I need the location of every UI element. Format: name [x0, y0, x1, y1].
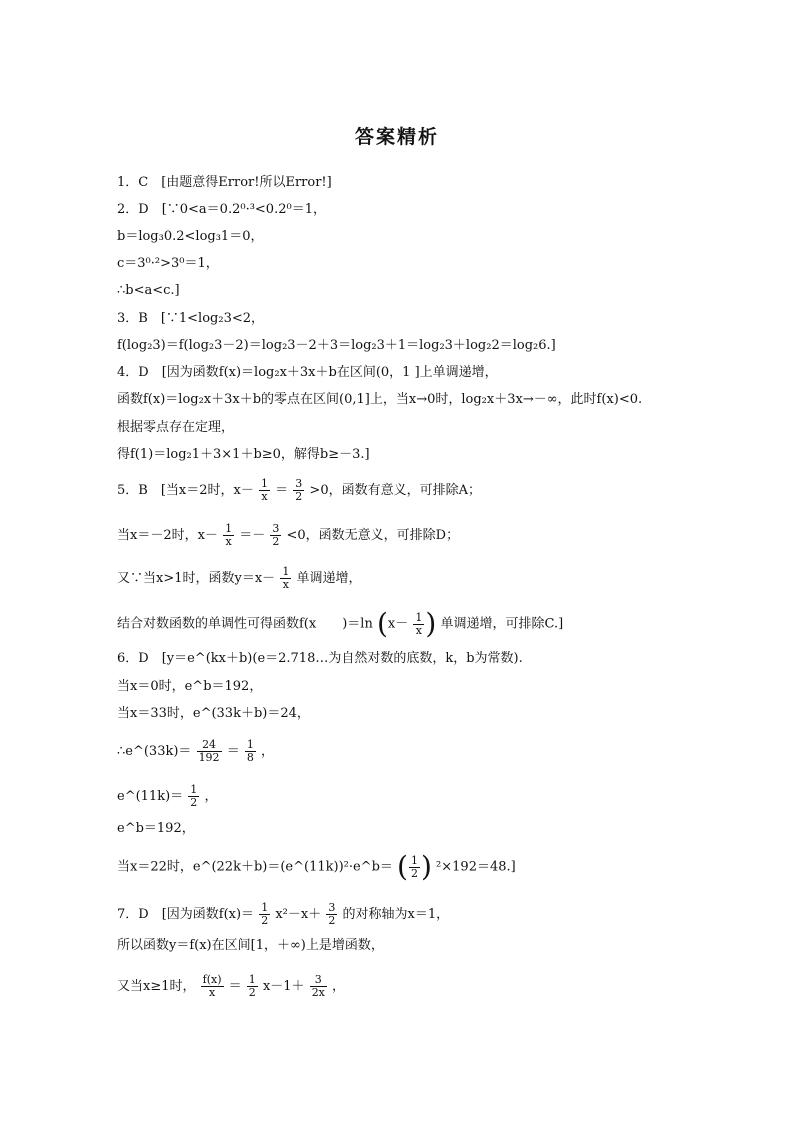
text-segment: ＝	[275, 483, 289, 498]
answer-line: e^b＝192，	[117, 821, 195, 836]
fraction	[247, 974, 258, 999]
left-paren-icon: (	[397, 850, 408, 883]
denominator: x	[208, 986, 216, 999]
numerator: 1	[248, 973, 256, 986]
denominator: 2	[410, 866, 418, 880]
fraction	[270, 523, 281, 548]
numerator: 1	[410, 853, 418, 867]
answer-line: 得f(1)＝log₂1＋3×1＋b≥0，解得b≥－3.]	[117, 447, 370, 462]
answer-line: f(log₂3)＝f(log₂3－2)＝log₂3－2＋3＝log₂3＋1＝log₂3＋log₂2＝log₂6.]	[117, 338, 556, 353]
answer-line	[117, 478, 481, 503]
fraction	[310, 974, 327, 999]
numerator: 3	[310, 974, 327, 987]
answer-line: c＝3⁰·²>3⁰＝1，	[117, 256, 219, 271]
answer-line: 3．B [∵1<log₂3<2，	[117, 311, 265, 326]
denominator: 2	[261, 914, 269, 927]
denominator: 2	[272, 535, 280, 548]
numerator: 1	[282, 565, 290, 578]
denominator: 2x	[311, 986, 325, 999]
numerator: 3	[272, 522, 280, 535]
numerator: f(x)	[202, 973, 222, 986]
text-segment: 当x＝－2时，x－	[117, 528, 218, 543]
text-segment: 结合对数函数的单调性可得函数f(x )＝ln	[117, 616, 373, 632]
right-paren-icon: )	[420, 850, 432, 883]
answer-line: 4．D [因为函数f(x)＝log₂x＋3x＋b在区间(0，1 ]上单调递增，	[117, 365, 498, 380]
answer-line	[117, 974, 345, 999]
text-segment: 7．D [因为函数f(x)＝	[117, 907, 255, 922]
fraction	[188, 784, 199, 809]
text-segment: 单调递增，	[296, 571, 362, 586]
numerator: 3	[328, 901, 336, 914]
text-segment: ，	[261, 744, 275, 759]
text-segment: x－1＋	[262, 979, 305, 994]
denominator: 2	[295, 490, 303, 503]
denominator: x	[261, 490, 268, 503]
denominator: 2	[248, 986, 256, 999]
denominator: 2	[190, 796, 198, 809]
page-title: 答案精析	[354, 126, 439, 148]
text-segment: 又当x≥1时，	[117, 979, 196, 994]
text-segment: ＝－	[239, 528, 266, 543]
numerator: 1	[415, 610, 423, 624]
text-segment: ＝	[226, 744, 240, 759]
numerator: 3	[295, 477, 303, 490]
fraction	[280, 566, 291, 591]
answer-line: 2．D [∵0<a＝0.2⁰·³<0.2⁰＝1，	[117, 202, 326, 217]
answer-line	[117, 902, 449, 927]
text-segment: ，	[332, 979, 346, 994]
denominator: x	[282, 578, 289, 591]
right-paren-icon: )	[425, 607, 437, 640]
text-segment: >0，函数有意义，可排除A；	[309, 483, 481, 498]
answer-line	[117, 784, 217, 809]
text-segment: <0，函数无意义，可排除D；	[286, 528, 460, 543]
text-segment: ²×192＝48.]	[436, 859, 516, 875]
numerator: 24	[197, 739, 222, 752]
answer-line: 当x＝0时，e^b＝192，	[117, 679, 263, 694]
denominator: x	[415, 623, 422, 637]
fraction	[259, 902, 270, 927]
text-segment: x－	[387, 616, 409, 632]
fraction	[197, 739, 222, 764]
answer-line	[117, 566, 361, 591]
answer-line: ∴b<a<c.]	[117, 283, 180, 298]
answer-line: 根据零点存在定理，	[117, 420, 235, 435]
denominator: 192	[198, 751, 220, 764]
fraction	[409, 855, 420, 880]
answer-line	[117, 850, 516, 883]
text-segment: e^(11k)＝	[117, 789, 184, 804]
answer-line: 当x＝33时，e^(33k＋b)＝24，	[117, 706, 310, 721]
numerator: 1	[261, 901, 269, 914]
text-segment: ，	[204, 789, 218, 804]
denominator: 2	[328, 914, 336, 927]
text-segment: 的对称轴为x＝1，	[342, 907, 450, 922]
text-segment: ∴e^(33k)＝	[117, 744, 192, 759]
text-segment: 单调递增，可排除C.]	[440, 616, 564, 632]
numerator: 1	[260, 477, 268, 490]
text-segment: 又∵当x>1时，函数y＝x－	[117, 571, 276, 586]
answer-line	[117, 523, 459, 548]
numerator: 1	[225, 522, 233, 535]
answer-line: 6．D [y＝e^(kx＋b)(e＝2.718…为自然对数的底数，k，b为常数).	[117, 651, 523, 666]
fraction	[223, 523, 234, 548]
answer-line: b＝log₃0.2<log₃1＝0，	[117, 229, 264, 244]
text-segment: ＝	[228, 979, 242, 994]
numerator: 1	[190, 783, 198, 796]
left-paren-icon: (	[376, 607, 388, 640]
text-segment: 5．B [当x＝2时，x－	[117, 483, 254, 498]
denominator: x	[225, 535, 232, 548]
fraction	[201, 974, 224, 999]
text-segment: x²－x＋	[275, 907, 322, 922]
answer-line	[117, 739, 274, 764]
answer-line	[117, 607, 564, 640]
numerator: 1	[246, 738, 254, 751]
fraction	[413, 612, 424, 637]
answer-line: 所以函数y＝f(x)在区间[1，＋∞)上是增函数，	[117, 938, 384, 953]
answer-line: 函数f(x)＝log₂x＋3x＋b的零点在区间(0,1]上，当x→0时，log₂x＋3x→－∞，此时f(x)<0.	[117, 392, 643, 407]
fraction	[245, 739, 256, 764]
answer-line: 1．C [由题意得Error!所以Error!]	[117, 175, 332, 190]
fraction	[259, 478, 270, 503]
fraction	[293, 478, 304, 503]
fraction	[326, 902, 337, 927]
text-segment: 当x＝22时，e^(22k＋b)＝(e^(11k))²·e^b＝	[117, 859, 393, 875]
denominator: 8	[246, 751, 254, 764]
